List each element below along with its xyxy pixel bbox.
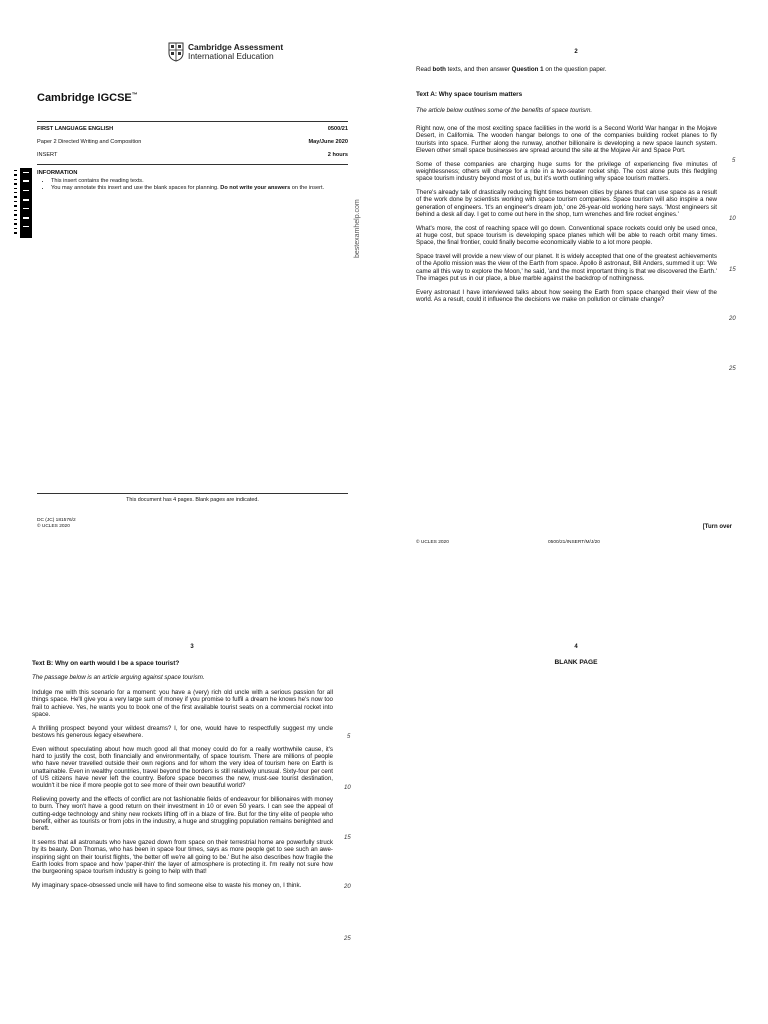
page-4 <box>384 512 768 1024</box>
paragraph: Right now, one of the most exciting space facilities in the world is a Second World War hangar in the Mojave Desert, in California. The wooden hangar belongs to one of the companies building rocket planes to fly tourists into space. Further along the runway, another billionaire is developing a new space launch system. Eleven other small space businesses are spread around the site at the Mojave Air and Space Port. <box>416 125 717 154</box>
line-number: 20 <box>729 316 736 322</box>
logo-line-2: International Education <box>188 51 274 61</box>
text-a-body <box>416 125 717 310</box>
info-bullet: • This insert contains the reading texts. <box>51 178 348 185</box>
footer-code: 0500/21/INSERT/M/J/20 <box>548 540 600 545</box>
cambridge-logo <box>168 42 283 62</box>
information-block <box>37 170 348 192</box>
paper-name: Paper 2 Directed Writing and Composition <box>37 139 142 145</box>
paragraph: There's already talk of drastically reducing flight times between cities by planes that can use space as a result of the work done by scientists working with space tourism companies. Space tourism will also inspire a new generation of engineers. 'It's an engineer's dream job,' one 26-year-old working here says. 'Most engineers sit behind a desk all day. I get to come out here in the shop, turn wrenches and fire rocket engines.' <box>416 189 717 218</box>
paragraph: Indulge me with this scenario for a moment: you have a (very) rich old uncle with a serious passion for all things space. He'll give you a very large sum of money if you promise to fulfil a dream he knows he's now too frail to achieve. Yes, he wants you to book one of the first available tourist seats on a commercial rocket into space. <box>32 689 333 718</box>
turn-over: [Turn over <box>702 524 732 530</box>
paper-row <box>37 139 348 145</box>
paragraph: A thrilling prospect beyond your wildest dreams? I, for one, would have to respectfully suggest my uncle bestows his generous legacy elsewhere. <box>32 724 333 739</box>
paragraph: Some of these companies are charging huge sums for the privilege of experiencing five minutes of weightlessness; others will charge for a ride in a two-seater rocket ship. The cost alone puts this fledgling space tourism industry beyond most of us, but it's worth outlining why space tourism matters. <box>416 160 717 183</box>
info-heading: INFORMATION <box>37 170 78 176</box>
trademark: ™ <box>131 92 138 99</box>
blank-page-label: BLANK PAGE <box>554 659 598 666</box>
divider <box>37 164 348 165</box>
qualification-title: Cambridge IGCSE™ <box>37 92 138 104</box>
logo-line-1: Cambridge Assessment <box>188 42 284 52</box>
line-number: 5 <box>347 734 351 740</box>
page-3 <box>0 512 384 1024</box>
footer-copyright: © UCLES 2020 <box>416 540 449 545</box>
paragraph: It seems that all astronauts who have gazed down from space on their terrestrial home are powerfully struck by its beauty. Don Thomas, who has been in space four times, says as more people get to see such an awe-inspiring sight on their tourist flights, 'the better off we're all going to be.' But he also describes how fragile the Earth looks from space and how 'paper-thin' the layer of atmosphere is protecting it. I'm really not sure how the burgeoning space tourism industry is going to help with that! <box>32 839 333 876</box>
document-code: DC (JC) 181576/2 © UCLES 2020 <box>37 518 76 529</box>
paragraph: My imaginary space-obsessed uncle will have to find someone else to waste his money on, I think. <box>32 882 302 890</box>
subject-row <box>37 126 348 132</box>
exam-session: May/June 2020 <box>308 139 348 145</box>
line-number: 10 <box>729 216 736 222</box>
text-a-title: Text A: Why space tourism matters <box>416 91 523 98</box>
watermark: bestexamhelp.com <box>354 199 361 258</box>
paragraph: What's more, the cost of reaching space will go down. Conventional space rockets could only be used once, at huge cost, but space tourism is developing space planes which will be able to reach orbit many times. Space, the final frontier, could finally become economically viable to a lot more people. <box>416 224 717 247</box>
type-row <box>37 152 348 158</box>
subject-name: FIRST LANGUAGE ENGLISH <box>37 126 114 132</box>
paragraph: Every astronaut I have interviewed talks about how seeing the Earth from space changed their view of the world. As a result, could it influence the decisions we make on pollution or climate change? <box>416 288 717 304</box>
info-bullet: • You may annotate this insert and use the blank spaces for planning. Do not write your answers on the insert. <box>51 185 348 192</box>
text-b-subtitle: The passage below is an article arguing against space tourism. <box>32 674 205 681</box>
text-a-subtitle: The article below outlines some of the benefits of space tourism. <box>416 107 593 114</box>
line-number: 15 <box>729 267 736 273</box>
line-number: 20 <box>344 884 351 890</box>
page-count-note: This document has 4 pages. Blank pages are indicated. <box>126 497 259 503</box>
page-number: 4 <box>574 644 578 650</box>
cover-page <box>0 0 384 512</box>
paragraph: Relieving poverty and the effects of conflict are not fashionable fields of endeavour for billionaires with money to burn. They won't have a good return on their investment in 10 or even 50 years. I can see the appeal of cutting-edge technology and shiny new rockets lifting off in a blaze of fire. But for the tiny elite of people who benefit, either as tourists or from jobs in the industry, a huge and struggling population remains benighted and bereft. <box>32 796 333 833</box>
paragraph: Even without speculating about how much good all that money could do for a really worthwhile cause, it's hard to justify the cost, both financially and environmentally, of space tourism. There are millions of people who have never travelled outside their own regions and for whom the very idea of tourism here on Earth is unattainable. Even in wealthy countries, travel beyond the borders is still relatively unusual. Sixty-four per cent of US citizens have never left the country. Before space becomes the new, must-see tourist destination, wouldn't it be nice if more people got to see more of their own beautiful world? <box>32 745 333 790</box>
page-number: 2 <box>574 49 578 55</box>
divider <box>37 493 348 494</box>
barcode-icon <box>2 168 32 238</box>
document-type: INSERT <box>37 152 58 158</box>
line-number: 25 <box>729 366 736 372</box>
paragraph: Space travel will provide a new view of our planet. It is widely accepted that one of the greatest achievements of the Apollo mission was the view of the Earth from space. Apollo 8 astronaut, Bill Anders, summed it up: 'We came all this way to explore the Moon,' he said, 'and the most important thing is that we discovered the Earth.' The images put us in our place, a blue marble against the backdrop of nothingness. <box>416 253 717 283</box>
syllabus-code: 0500/21 <box>327 126 348 132</box>
line-number: 15 <box>344 835 351 841</box>
crest-icon <box>168 42 184 62</box>
line-number: 5 <box>732 158 736 164</box>
instructions: Read both texts, and then answer Question 1 on the question paper. <box>416 66 607 73</box>
duration: 2 hours <box>327 152 348 158</box>
text-b-body <box>32 689 333 896</box>
text-b-title: Text B: Why on earth would I be a space tourist? <box>32 660 180 667</box>
line-number: 10 <box>344 785 351 791</box>
line-number: 25 <box>344 936 351 942</box>
page-number: 3 <box>190 644 194 650</box>
divider <box>37 121 348 122</box>
